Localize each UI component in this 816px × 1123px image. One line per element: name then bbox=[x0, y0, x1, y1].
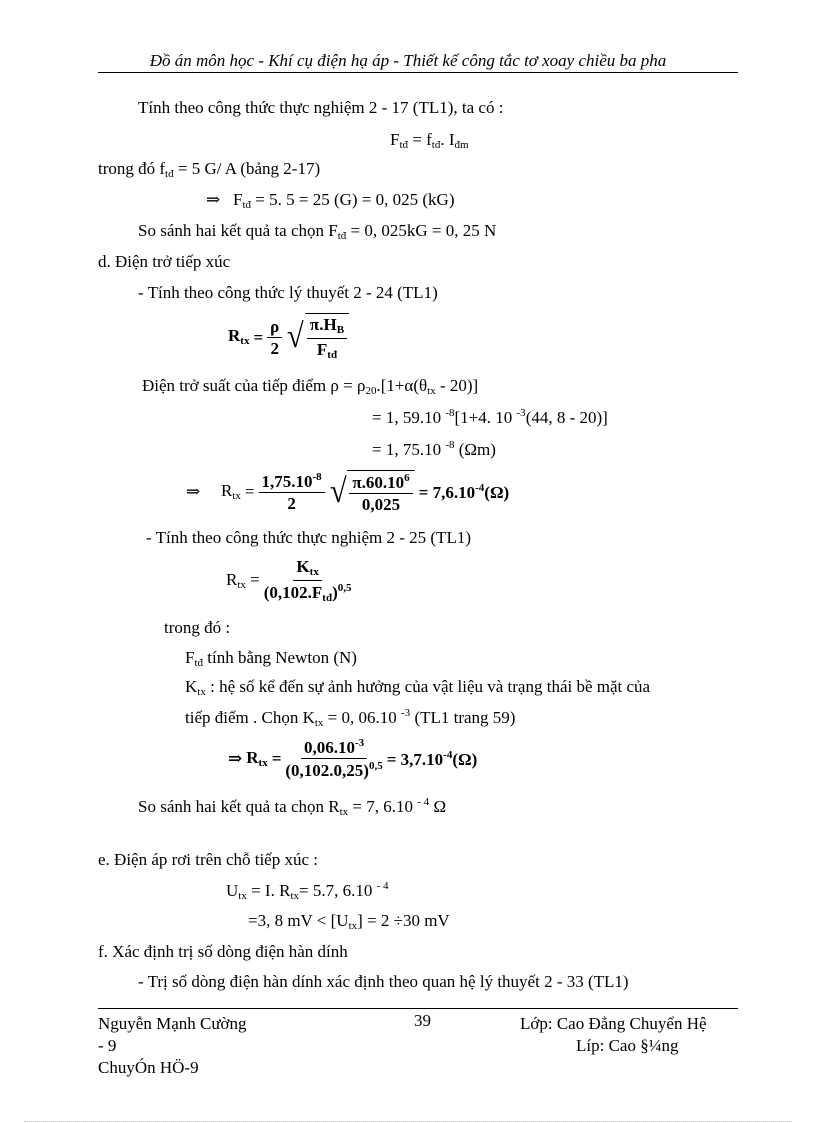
header-rule bbox=[98, 72, 738, 73]
text-line: $F_{tđ}$ tính bằng Newton (N) bbox=[185, 648, 357, 669]
formula-rtx-empirical-result: ⇒ $R_{tx}$ = $\frac{0,06.10^{-3}}{(0,102.0,25)^{0,5}}$ = $3,7.10^{-4}(\Omega)$ bbox=[228, 737, 478, 780]
text-line: - Tính theo công thức lý thuyết 2 - 24 (TL1) bbox=[138, 283, 438, 302]
section-heading-d: d. Điện trở tiếp xúc bbox=[98, 252, 231, 271]
text-line: So sánh hai kết quả ta chọn $F_{tđ} = 0$, 025kG = 0, 25 N bbox=[138, 221, 497, 242]
formula-rtx-theory: $R_{tx}$ = $\frac{\rho}{2}$ √ $\frac{\pi.H_B}{F_{tđ}}$ bbox=[228, 313, 349, 361]
text-line: trong đó $f_{tđ} = 5$ G/ A (bảng 2-17) bbox=[98, 159, 321, 180]
formula-ftd-value: ⇒ $F_{tđ} = 5$. 5 = 25 (G) = 0, 025 (kG) bbox=[206, 190, 455, 211]
footer-class: Lớp: Cao Đẳng Chuyển Hệ bbox=[520, 1014, 707, 1033]
formula-utx: $U_{tx} = I$. $R_{tx}= 5.7$, 6.10 $^{- 4}$ bbox=[226, 880, 389, 902]
footer-class-alt: Líp: Cao §¼ng bbox=[576, 1036, 679, 1055]
footer-author: Nguyễn Mạnh Cường bbox=[98, 1014, 247, 1033]
page-number: 39 bbox=[414, 1011, 431, 1030]
formula-utx-value: =3, 8 mV < $[U_{tx}] = 2 \div 30$ mV bbox=[248, 911, 450, 932]
formula-rtx-theory-result: ⇒ $R_{tx}$ = $\frac{1,75.10^{-8}}{2}$ √ $\frac{\pi.60.10^6}{0,025}$ = $7,6.10^{-4}(\Omega)$ bbox=[186, 470, 510, 514]
footer-author-alt: ChuyÓn HÖ-9 bbox=[98, 1058, 199, 1077]
text-line: $K_{tx}$ : hệ số kể đến sự ảnh hưởng của vật liệu và trạng thái bề mặt của bbox=[185, 677, 651, 698]
text-line: Điện trở suất của tiếp điểm $\rho = \rho_{20}.[1+\alpha(\theta_{tx} - 20)]$ bbox=[142, 376, 479, 397]
section-heading-e: e. Điện áp rơi trên chỗ tiếp xúc : bbox=[98, 850, 318, 869]
page-header-title: Đồ án môn học - Khí cụ điện hạ áp - Thiết kế công tắc tơ xoay chiều ba pha bbox=[149, 51, 667, 70]
text-line: Tính theo công thức thực nghiệm 2 - 17 (TL1), ta có : bbox=[138, 98, 504, 117]
page-edge-dotted bbox=[24, 1121, 792, 1122]
text-line: tiếp điểm . Chọn $K_{tx} = 0$, 06.10 $^{-3}$ (TL1 trang 59) bbox=[185, 707, 516, 729]
footer-rule bbox=[98, 1008, 738, 1009]
text-line: - Tính theo công thức thực nghiệm 2 - 25 (TL1) bbox=[146, 528, 471, 547]
text-line: - Trị số dòng điện hàn dính xác định theo quan hệ lý thuyết 2 - 33 (TL1) bbox=[138, 972, 629, 991]
text-line: = 1, 59.10 $^{-8}$[1+4. 10 $^{-3}$(44, 8 - 20)] bbox=[372, 407, 608, 427]
section-heading-f: f. Xác định trị số dòng điện hàn dính bbox=[98, 942, 348, 961]
footer-author-cont: - 9 bbox=[98, 1036, 117, 1055]
formula-rtx-empirical: $R_{tx}$ = $\frac{K_{tx}}{(0,102.F_{tđ})^{0,5}}$ bbox=[226, 557, 352, 604]
text-line: = 1, 75.10 $^{-8}$ (Ωm) bbox=[372, 439, 496, 459]
text-line: trong đó : bbox=[164, 618, 231, 637]
text-line: So sánh hai kết quả ta chọn $R_{tx} = 7$, 6.10 $^{- 4}$ Ω bbox=[138, 796, 447, 818]
formula-ftd: $F_{tđ} = f_{tđ}$. $I_{đm}$ bbox=[390, 130, 469, 151]
